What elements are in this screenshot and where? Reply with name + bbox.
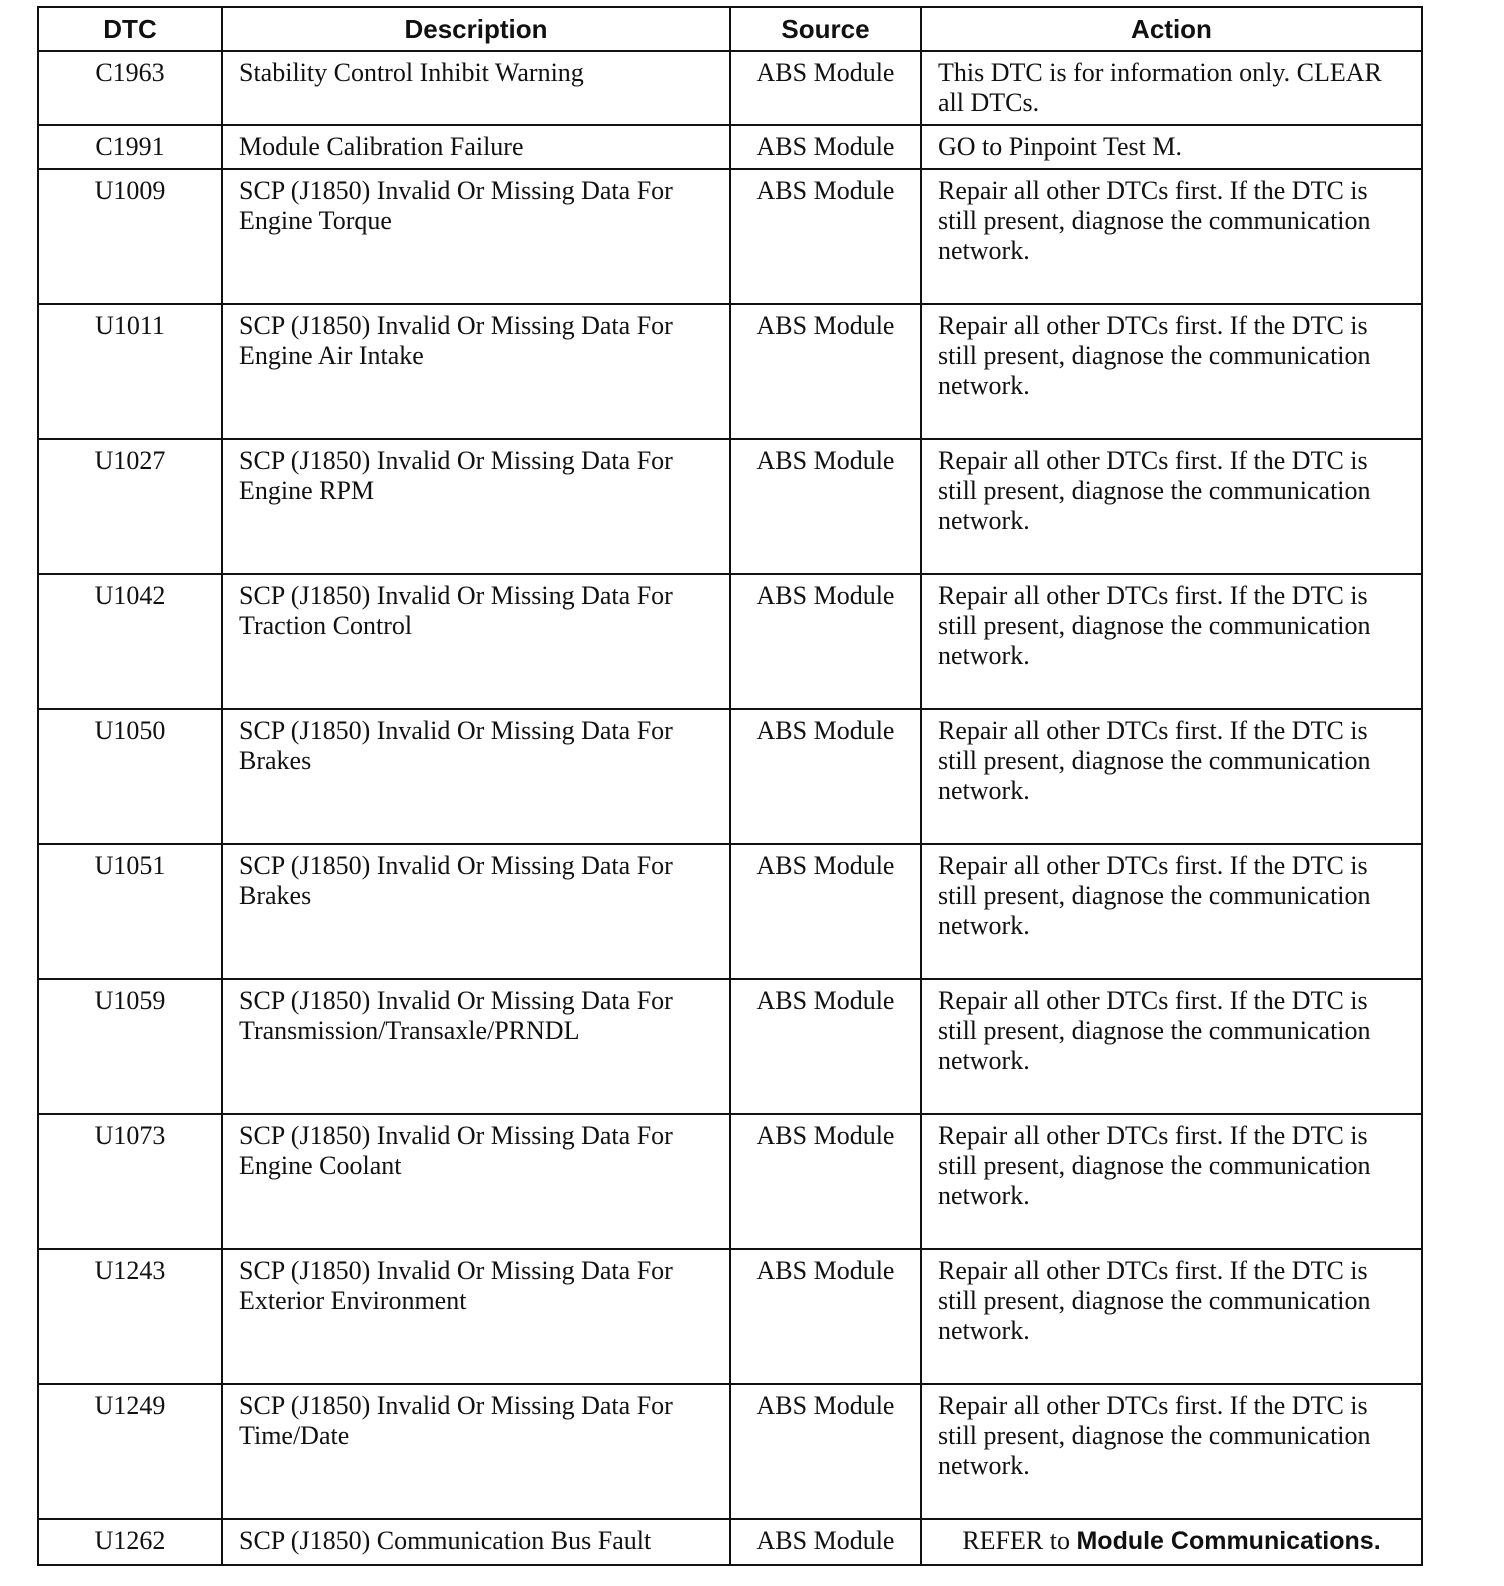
header-dtc: DTC — [38, 7, 222, 51]
dtc-code: U1243 — [38, 1249, 222, 1384]
dtc-description: SCP (J1850) Invalid Or Missing Data For Traction Control — [222, 574, 730, 709]
dtc-action — [921, 1519, 1422, 1565]
dtc-source: ABS Module — [730, 304, 921, 439]
dtc-code: U1073 — [38, 1114, 222, 1249]
table-row — [38, 709, 1422, 844]
action-refer-text: REFER to — [962, 1526, 1070, 1555]
table-row — [38, 574, 1422, 709]
dtc-code: U1027 — [38, 439, 222, 574]
dtc-description: SCP (J1850) Invalid Or Missing Data For Engine Torque — [222, 169, 730, 304]
dtc-source: ABS Module — [730, 125, 921, 169]
header-source: Source — [730, 7, 921, 51]
module-communications-link[interactable]: Module Communications. — [1076, 1527, 1381, 1555]
dtc-source: ABS Module — [730, 169, 921, 304]
dtc-source: ABS Module — [730, 1519, 921, 1565]
dtc-description: Stability Control Inhibit Warning — [222, 51, 730, 125]
dtc-action: Repair all other DTCs first. If the DTC is still present, diagnose the communication network. — [921, 574, 1422, 709]
dtc-code: U1051 — [38, 844, 222, 979]
dtc-description: SCP (J1850) Invalid Or Missing Data For Exterior Environment — [222, 1249, 730, 1384]
table-row — [38, 1114, 1422, 1249]
dtc-code: U1249 — [38, 1384, 222, 1519]
dtc-action: Repair all other DTCs first. If the DTC is still present, diagnose the communication network. — [921, 304, 1422, 439]
dtc-source: ABS Module — [730, 709, 921, 844]
table-row — [38, 125, 1422, 169]
dtc-action: Repair all other DTCs first. If the DTC is still present, diagnose the communication network. — [921, 169, 1422, 304]
dtc-source: ABS Module — [730, 979, 921, 1114]
dtc-code: C1991 — [38, 125, 222, 169]
dtc-source: ABS Module — [730, 844, 921, 979]
dtc-code: U1011 — [38, 304, 222, 439]
dtc-description: SCP (J1850) Invalid Or Missing Data For Brakes — [222, 709, 730, 844]
table-row — [38, 439, 1422, 574]
dtc-description: SCP (J1850) Invalid Or Missing Data For Engine Coolant — [222, 1114, 730, 1249]
dtc-action: Repair all other DTCs first. If the DTC is still present, diagnose the communication network. — [921, 1249, 1422, 1384]
dtc-action: Repair all other DTCs first. If the DTC is still present, diagnose the communication network. — [921, 439, 1422, 574]
dtc-description: SCP (J1850) Invalid Or Missing Data For Time/Date — [222, 1384, 730, 1519]
dtc-action: Repair all other DTCs first. If the DTC is still present, diagnose the communication network. — [921, 979, 1422, 1114]
dtc-code: C1963 — [38, 51, 222, 125]
dtc-action: Repair all other DTCs first. If the DTC is still present, diagnose the communication network. — [921, 844, 1422, 979]
dtc-code: U1042 — [38, 574, 222, 709]
dtc-description: SCP (J1850) Invalid Or Missing Data For Engine RPM — [222, 439, 730, 574]
dtc-source: ABS Module — [730, 1384, 921, 1519]
dtc-code: U1009 — [38, 169, 222, 304]
table-row — [38, 304, 1422, 439]
dtc-action: Repair all other DTCs first. If the DTC is still present, diagnose the communication network. — [921, 709, 1422, 844]
dtc-code: U1059 — [38, 979, 222, 1114]
header-action: Action — [921, 7, 1422, 51]
table-row — [38, 1519, 1422, 1565]
table-row — [38, 51, 1422, 125]
dtc-source: ABS Module — [730, 1249, 921, 1384]
dtc-description: Module Calibration Failure — [222, 125, 730, 169]
header-row — [38, 7, 1422, 51]
dtc-action: Repair all other DTCs first. If the DTC is still present, diagnose the communication network. — [921, 1384, 1422, 1519]
dtc-action: This DTC is for information only. CLEAR all DTCs. — [921, 51, 1422, 125]
table-row — [38, 1384, 1422, 1519]
header-description: Description — [222, 7, 730, 51]
dtc-code: U1262 — [38, 1519, 222, 1565]
table-row — [38, 1249, 1422, 1384]
table-row — [38, 979, 1422, 1114]
dtc-source: ABS Module — [730, 574, 921, 709]
dtc-action: Repair all other DTCs first. If the DTC is still present, diagnose the communication network. — [921, 1114, 1422, 1249]
dtc-source: ABS Module — [730, 51, 921, 125]
table-row — [38, 169, 1422, 304]
dtc-description: SCP (J1850) Invalid Or Missing Data For Brakes — [222, 844, 730, 979]
dtc-table — [37, 6, 1423, 1566]
dtc-description: SCP (J1850) Invalid Or Missing Data For Engine Air Intake — [222, 304, 730, 439]
dtc-code: U1050 — [38, 709, 222, 844]
dtc-source: ABS Module — [730, 439, 921, 574]
table-row — [38, 844, 1422, 979]
dtc-description: SCP (J1850) Communication Bus Fault — [222, 1519, 730, 1565]
dtc-description: SCP (J1850) Invalid Or Missing Data For Transmission/Transaxle/PRNDL — [222, 979, 730, 1114]
dtc-source: ABS Module — [730, 1114, 921, 1249]
dtc-action: GO to Pinpoint Test M. — [921, 125, 1422, 169]
